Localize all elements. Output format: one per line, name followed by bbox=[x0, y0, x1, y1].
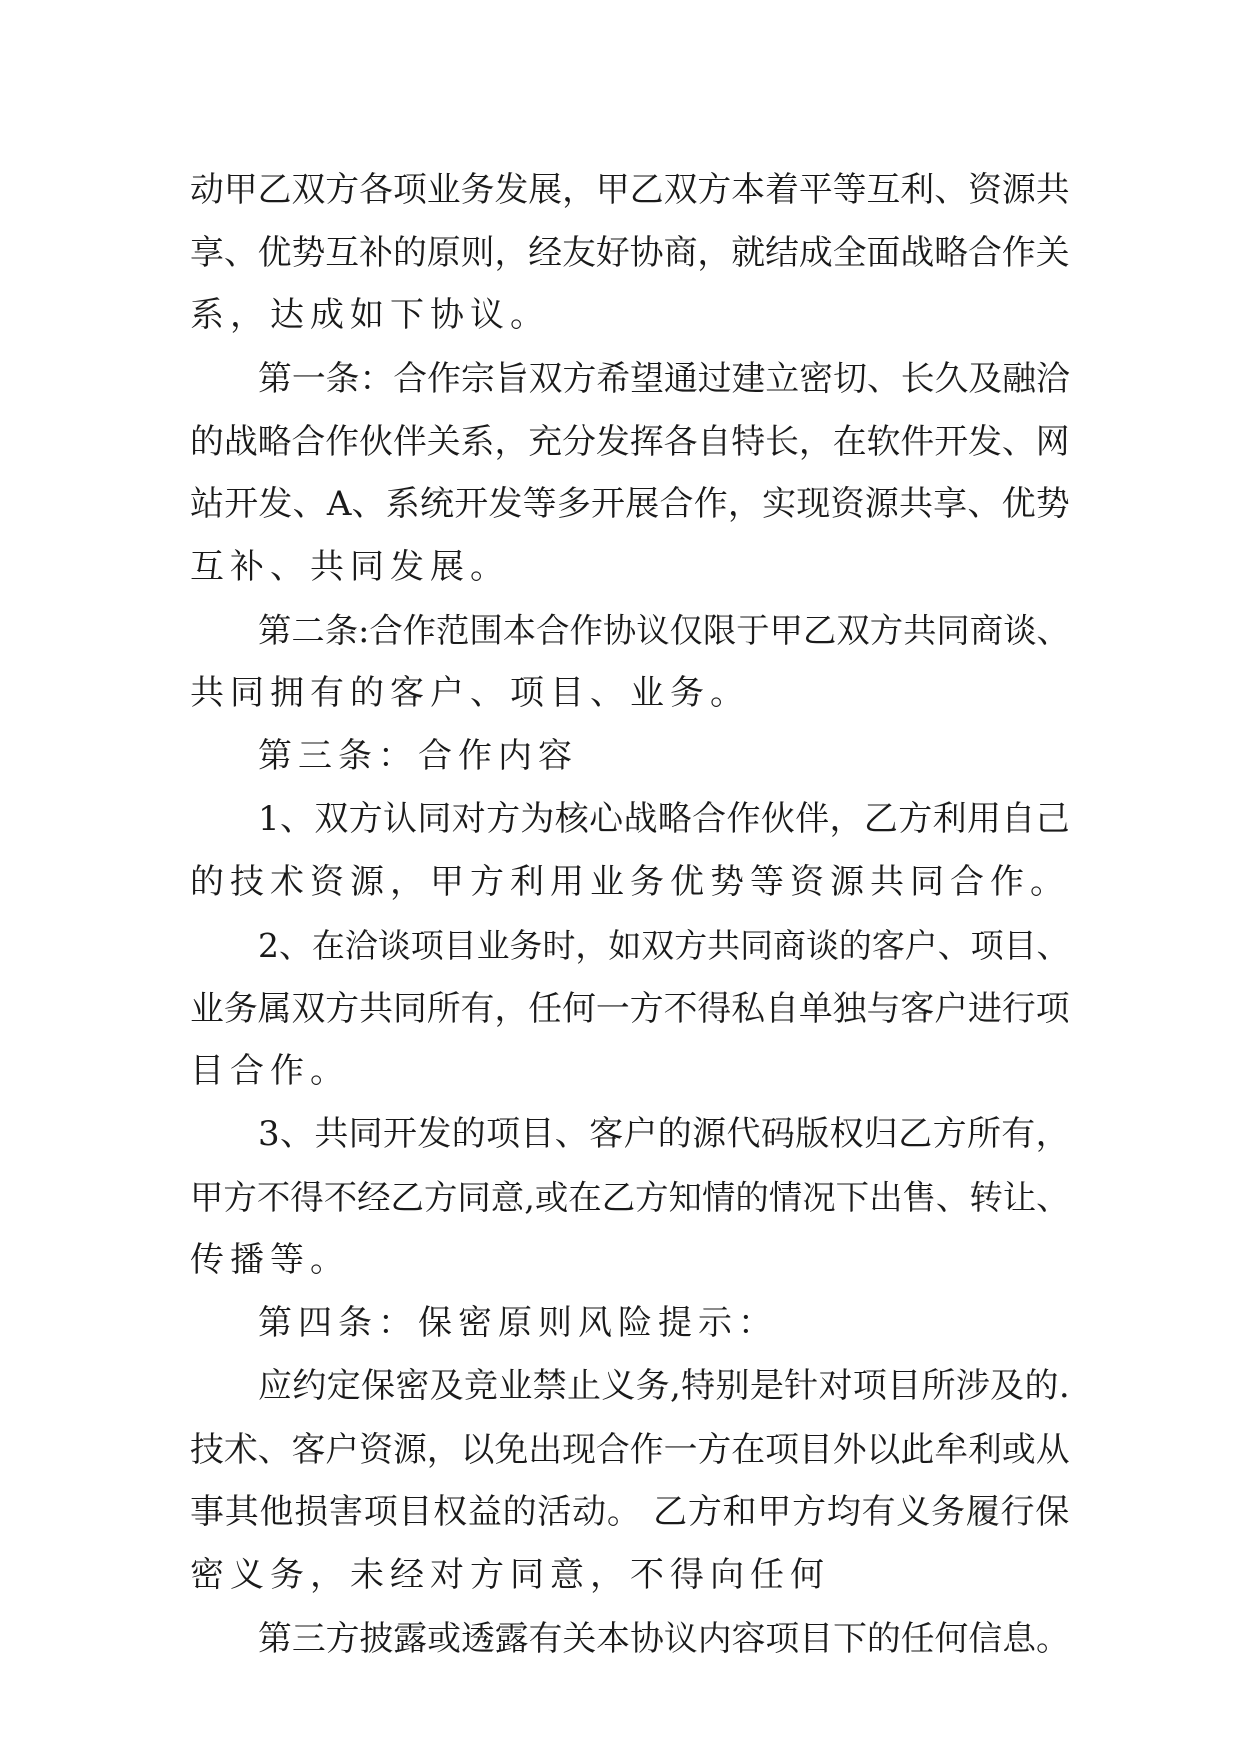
heading-article-4: 第四条：保密原则风险提示： bbox=[258, 1303, 778, 1343]
paragraph-third-party: 第三方披露或透露有关本协议内容项目下的任何信息。 bbox=[258, 1619, 1070, 1658]
text-line: 目合作。 bbox=[190, 1051, 350, 1091]
text-line: 的技术资源，甲方利用业务优势等资源共同合作。 bbox=[190, 862, 1070, 902]
document-body bbox=[190, 158, 1070, 1670]
text-line: 互补、共同发展。 bbox=[190, 547, 510, 587]
text-line: 的战略合作伙伴关系，充分发挥各自特长，在软件开发、网 bbox=[190, 422, 1070, 461]
paragraph-confidentiality: 应约定保密及竞业禁止义务,特别是针对项目所涉及的. bbox=[258, 1366, 1070, 1406]
heading-article-3: 第三条：合作内容 bbox=[258, 736, 578, 776]
text-line: 站开发、A、系统开发等多开展合作，实现资源共享、优势 bbox=[190, 484, 1070, 524]
text-line: 动甲乙双方各项业务发展，甲乙双方本着平等互利、资源共 bbox=[190, 170, 1070, 209]
text-line: 享、优势互补的原则，经友好协商，就结成全面战略合作关 bbox=[190, 233, 1070, 272]
text-line: 甲方不得不经乙方同意,或在乙方知情的情况下出售、转让、 bbox=[190, 1178, 1070, 1217]
list-item-2: 2、在洽谈项目业务时，如双方共同商谈的客户、项目、 bbox=[258, 926, 1070, 965]
text-line: 技术、客户资源，以免出现合作一方在项目外以此牟利或从 bbox=[190, 1430, 1070, 1469]
text-line: 传播等。 bbox=[190, 1240, 350, 1280]
paragraph-article-2: 第二条:合作范围本合作协议仅限于甲乙双方共同商谈、 bbox=[258, 611, 1070, 650]
paragraph-article-1: 第一条：合作宗旨双方希望通过建立密切、长久及融洽 bbox=[258, 359, 1070, 398]
text-line: 业务属双方共同所有，任何一方不得私自单独与客户进行项 bbox=[190, 989, 1070, 1028]
text-line: 事其他损害项目权益的活动。 乙方和甲方均有义务履行保 bbox=[190, 1492, 1070, 1532]
list-item-1: 1、双方认同对方为核心战略合作伙伴，乙方利用自己 bbox=[258, 799, 1070, 839]
text-line: 共同拥有的客户、项目、业务。 bbox=[190, 673, 750, 713]
text-line: 密义务，未经对方同意，不得向任何 bbox=[190, 1555, 830, 1595]
list-item-3: 3、共同开发的项目、客户的源代码版权归乙方所有， bbox=[258, 1114, 1070, 1154]
text-line: 系，达成如下协议。 bbox=[190, 295, 550, 335]
